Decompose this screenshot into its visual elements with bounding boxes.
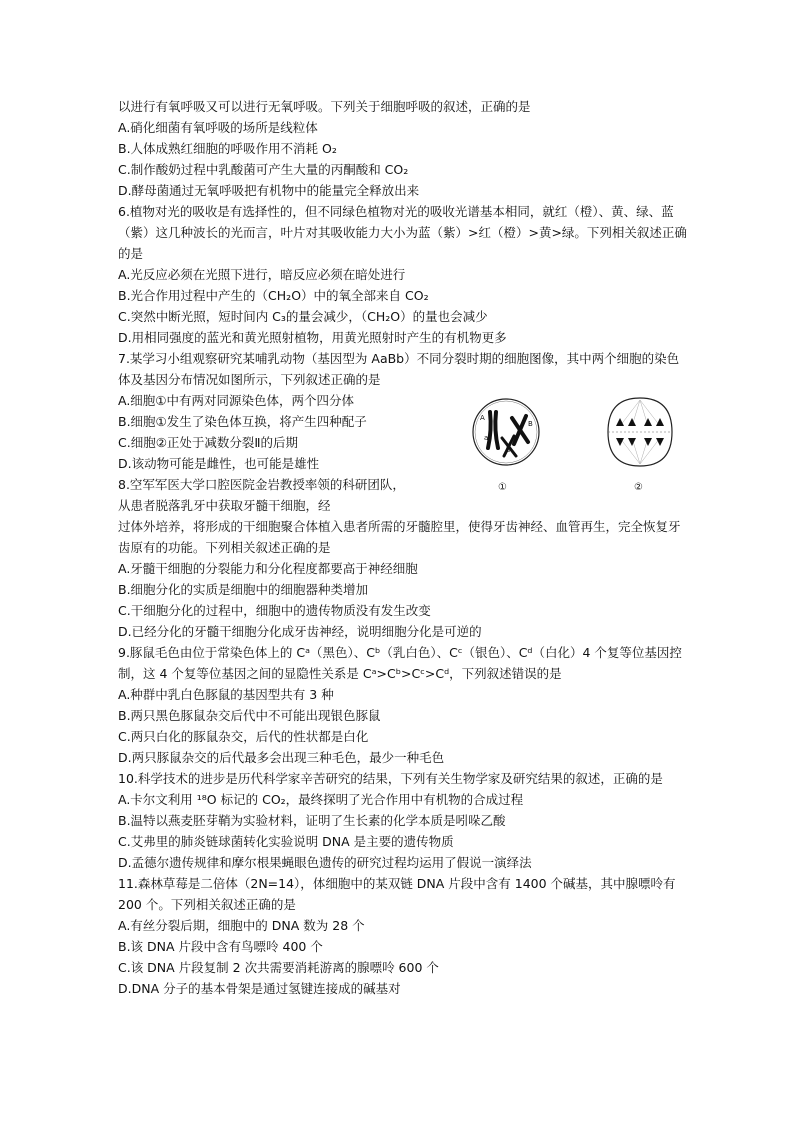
q10-option-a: A.卡尔文利用 ¹⁸O 标记的 CO₂，最终探明了光合作用中有机物的合成过程 [118,792,524,807]
q6-option-a: A.光反应必须在光照下进行，暗反应必须在暗处进行 [118,267,406,282]
q8-option-b: B.细胞分化的实质是细胞中的细胞器种类增加 [118,582,369,597]
q11-option-a: A.有丝分裂后期，细胞中的 DNA 数为 28 个 [118,918,365,933]
q9-option-c: C.两只白化的豚鼠杂交，后代的性状都是白化 [118,729,369,744]
q8-option-d: D.已经分化的牙髓干细胞分化成牙齿神经，说明细胞分化是可逆的 [118,624,482,639]
q10-option-c: C.艾弗里的肺炎链球菌转化实验说明 DNA 是主要的遗传物质 [118,834,454,849]
q9-stem: 9.豚鼠毛色由位于常染色体上的 Cᵃ（黑色）、Cᵇ（乳白色）、Cᶜ（银色）、Cᵈ（白化）4 个复等位基因控制，这 4 个复等位基因之间的显隐性关系是 Cᵃ>Cᵇ>Cᶜ>Cᵈ，下列叙述错误的是 [118,645,682,681]
q8-option-a: A.牙髓干细胞的分裂能力和分化程度都要高于神经细胞 [118,561,418,576]
q5-option-d: D.酵母菌通过无氧呼吸把有机物中的能量完全释放出来 [118,183,420,198]
q6-option-b: B.光合作用过程中产生的（CH₂O）中的氧全部来自 CO₂ [118,288,429,303]
exam-page [118,96,688,999]
q5-option-b: B.人体成熟红细胞的呼吸作用不消耗 O₂ [118,141,337,156]
cell-1-label: ① [498,482,507,493]
q11-option-d: D.DNA 分子的基本骨架是通过氢键连接成的碱基对 [118,981,401,996]
q6-stem: 6.植物对光的吸收是有选择性的，但不同绿色植物对光的吸收光谱基本相同，就红（橙）、黄、绿、蓝（紫）这几种波长的光而言，叶片对其吸收能力大小为蓝（紫）>红（橙）>黄>绿。下列相关叙述正确的是 [118,204,687,261]
q6-option-d: D.用相同强度的蓝光和黄光照射植物，用黄光照射时产生的有机物更多 [118,330,507,345]
q6-option-c: C.突然中断光照，短时间内 C₃的量会减少，（CH₂O）的量也会减少 [118,309,488,324]
q7-option-b: B.细胞①发生了染色体互换，将产生四种配子 [118,414,367,429]
q5-option-c: C.制作酸奶过程中乳酸菌可产生大量的丙酮酸和 CO₂ [118,162,409,177]
cell-2-diagram [608,398,672,493]
q7-option-d: D.该动物可能是雌性，也可能是雄性 [118,456,320,471]
cell-1-diagram [473,399,539,493]
gene-label-A: A [480,414,485,422]
q10-stem: 10.科学技术的进步是历代科学家辛苦研究的结果，下列有关生物学家及研究结果的叙述，正确的是 [118,771,663,786]
q5-option-a: A.硝化细菌有氧呼吸的场所是线粒体 [118,120,318,135]
q8-stem-line-3: 过体外培养，将形成的干细胞聚合体植入患者所需的牙髓腔里，使得牙齿神经、血管再生，完全恢复牙齿原有的功能。下列相关叙述正确的是 [118,519,681,555]
q7-stem: 7.某学习小组观察研究某哺乳动物（基因型为 AaBb）不同分裂时期的细胞图像，其中两个细胞的染色体及基因分布情况如图所示，下列叙述正确的是 [118,351,680,387]
cell-2-label: ② [634,482,643,493]
gene-label-a: a [484,434,489,442]
q10-option-b: B.温特以燕麦胚芽鞘为实验材料，证明了生长素的化学本质是吲哚乙酸 [118,813,506,828]
q11-stem: 11.森林草莓是二倍体（2N=14），体细胞中的某双链 DNA 片段中含有 1400 个碱基，其中腺嘌呤有 200 个。下列相关叙述正确的是 [118,876,676,912]
q8-option-c: C.干细胞分化的过程中，细胞中的遗传物质没有发生改变 [118,603,431,618]
gene-label-b: b [506,446,511,454]
q5-stem: 以进行有氧呼吸又可以进行无氧呼吸。下列关于细胞呼吸的叙述，正确的是 [118,99,531,114]
q9-option-a: A.种群中乳白色豚鼠的基因型共有 3 种 [118,687,334,702]
q8-stem-line-2: 从患者脱落乳牙中获取牙髓干细胞，经 [118,498,331,513]
q11-option-b: B.该 DNA 片段中含有鸟嘌呤 400 个 [118,939,323,954]
q9-option-d: D.两只豚鼠杂交的后代最多会出现三种毛色，最少一种毛色 [118,750,445,765]
q7-options-with-figure [118,390,688,516]
q7-option-a: A.细胞①中有两对同源染色体，两个四分体 [118,393,355,408]
cell-division-figure [458,390,688,500]
q11-option-c: C.该 DNA 片段复制 2 次共需要消耗游离的腺嘌呤 600 个 [118,960,439,975]
gene-label-B: B [528,420,533,428]
q9-option-b: B.两只黑色豚鼠杂交后代中不可能出现银色豚鼠 [118,708,381,723]
q10-option-d: D.孟德尔遗传规律和摩尔根果蝇眼色遗传的研究过程均运用了假说一演绎法 [118,855,532,870]
q7-option-c: C.细胞②正处于减数分裂Ⅱ的后期 [118,435,299,450]
q8-stem-line-1: 8.空军军医大学口腔医院金岩教授率领的科研团队， [118,477,405,492]
